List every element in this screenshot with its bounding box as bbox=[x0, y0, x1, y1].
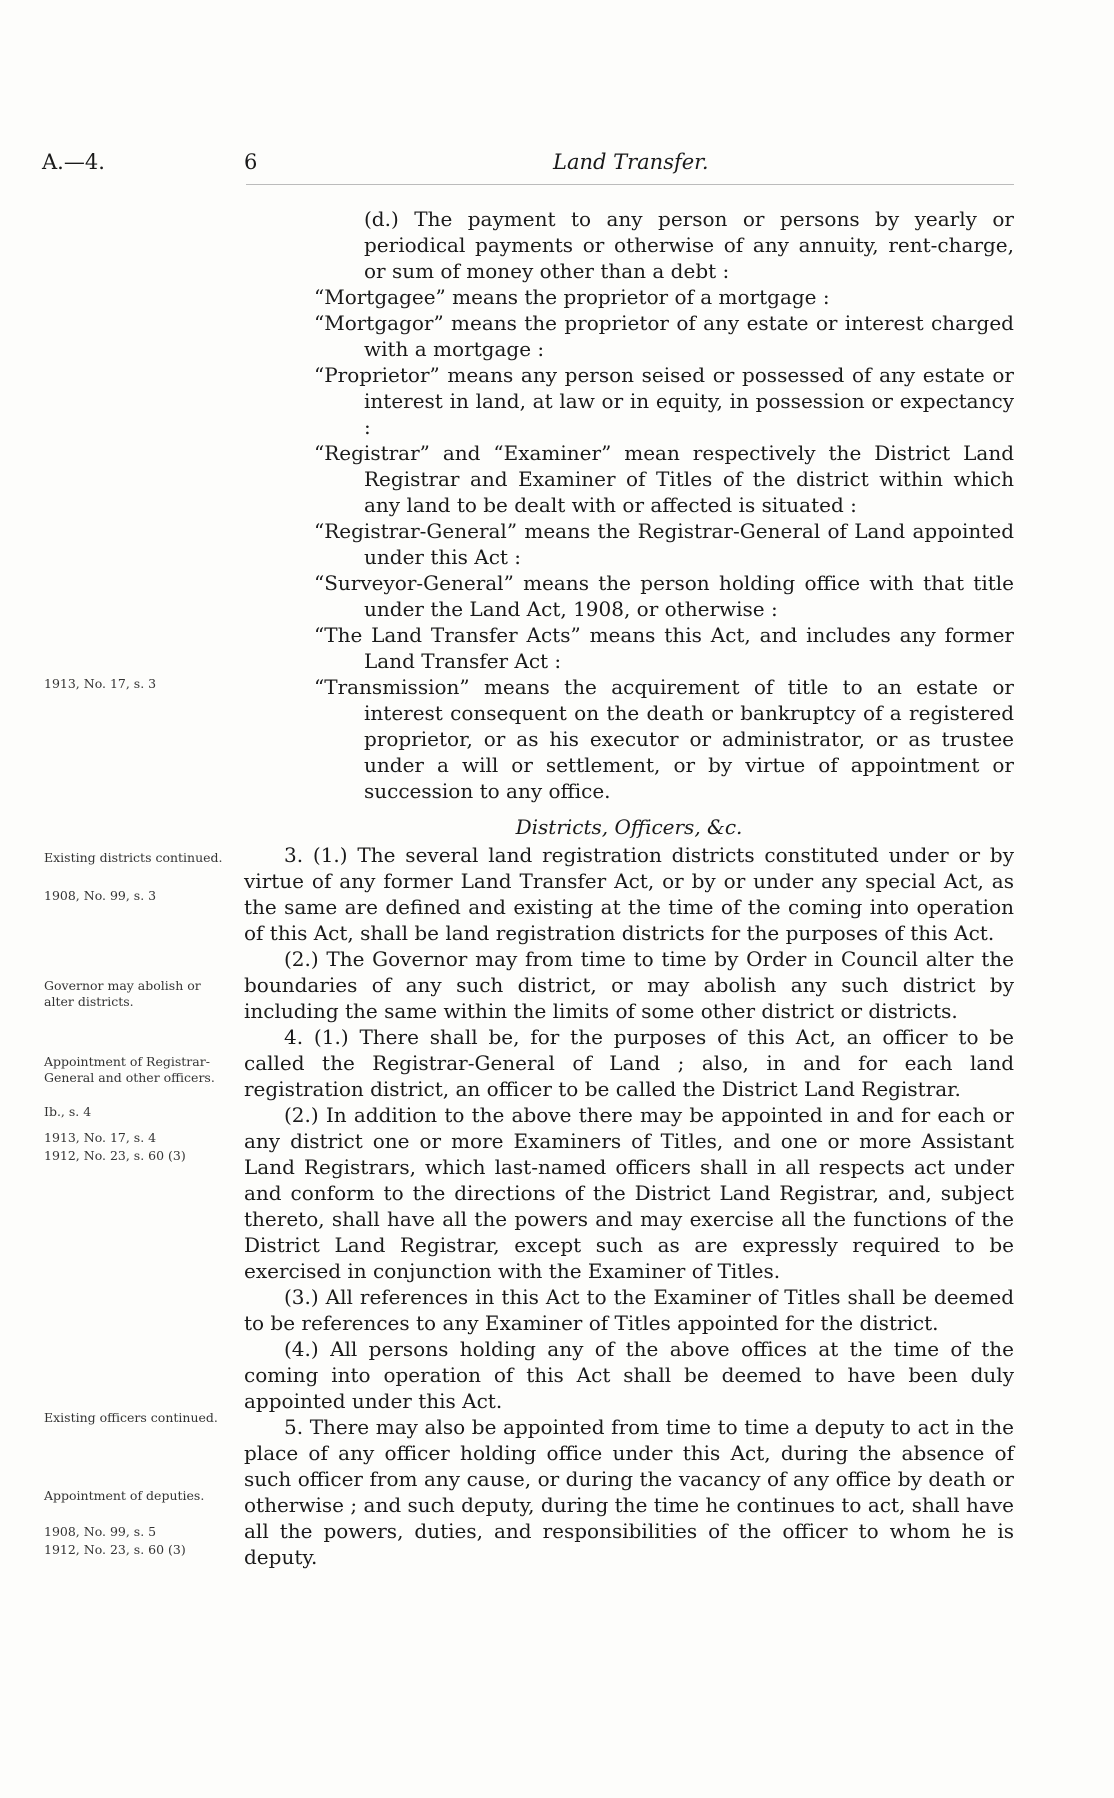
definition-registrar: “Registrar” and “Examiner” mean respectively the District Land Registrar and Examiner of Titles of the district within which any land to be dealt with or affected is situated : bbox=[314, 441, 1014, 517]
definition-mortgagee: “Mortgagee” means the proprietor of a mortgage : bbox=[314, 285, 830, 309]
margin-note: Appointment of deputies. bbox=[44, 1488, 205, 1503]
margin-note: 1912, No. 23, s. 60 (3) bbox=[44, 1542, 186, 1557]
page-title: Land Transfer. bbox=[553, 150, 709, 174]
header-reference: A.—4. bbox=[42, 150, 105, 174]
section-5: 5. There may also be appointed from time to time a deputy to act in the place of any officer holding office under this Act, during the absence of such officer from any cause, or during the vacancy of any office by death or otherwise ; and such deputy, during the time he continues to act, shall have all the powers, duties, and responsibilities of the officer to whom he is deputy. bbox=[244, 1415, 1014, 1569]
section-3-1: 3. (1.) The several land registration districts constituted under or by virtue of any former Land Transfer Act, or by or under any special Act, as the same are defined and existing at the time of the coming into operation of this Act, shall be land registration districts for the purposes of this Act. bbox=[244, 843, 1014, 945]
margin-note: Appointment of Registrar-General and other officers. bbox=[44, 1054, 215, 1085]
margin-note: 1913, No. 17, s. 3 bbox=[44, 676, 157, 691]
margin-note: Existing officers continued. bbox=[44, 1410, 218, 1425]
definition-land-transfer-acts: “The Land Transfer Acts” means this Act, and includes any former Land Transfer Act : bbox=[314, 623, 1014, 673]
section-4-2: (2.) In addition to the above there may be appointed in and for each or any district one or more Examiners of Titles, and one or more Assistant Land Registrars, which last-named officers shall in all respects act under and conform to the directions of the District Land Registrar, and, subject thereto, shall have all the powers and may exercise all the functions of the District Land Registrar, except such as are expressly required to be exercised in conjunction with the Examiner of Titles. bbox=[244, 1103, 1014, 1283]
section-3-2: (2.) The Governor may from time to time by Order in Council alter the boundaries of any such district, or may abolish any such district by including the same within the limits of some other district or districts. bbox=[244, 947, 1014, 1023]
margin-note: 1913, No. 17, s. 4 bbox=[44, 1130, 157, 1145]
margin-note: 1908, No. 99, s. 5 bbox=[44, 1524, 157, 1539]
page-number: 6 bbox=[244, 150, 258, 174]
definitions-block bbox=[244, 206, 1014, 804]
definition-intro: (d.) The payment to any person or persons by yearly or periodical payments or otherwise of any annuity, rent-charge, or sum of money other than a debt : bbox=[364, 207, 1014, 283]
definition-mortgagor: “Mortgagor” means the proprietor of any estate or interest charged with a mortgage : bbox=[314, 311, 1014, 361]
section-4-3: (3.) All references in this Act to the Examiner of Titles shall be deemed to be references to any Examiner of Titles appointed for the district. bbox=[244, 1285, 1014, 1335]
definition-transmission: “Transmission” means the acquirement of title to an estate or interest consequent on the death or bankruptcy of a registered proprietor, or as his executor or administrator, or as trustee under a will or settlement, or by virtue of appointment or succession to any office. bbox=[314, 675, 1014, 803]
section-heading: Districts, Officers, &c. bbox=[515, 815, 743, 839]
definition-proprietor: “Proprietor” means any person seised or possessed of any estate or interest in land, at law or in equity, in possession or expectancy : bbox=[314, 363, 1014, 439]
margin-note: 1908, No. 99, s. 3 bbox=[44, 888, 157, 903]
definition-registrar-general: “Registrar-General” means the Registrar-General of Land appointed under this Act : bbox=[314, 519, 1014, 569]
margin-note: Existing districts continued. bbox=[44, 850, 223, 865]
section-4-4: (4.) All persons holding any of the above offices at the time of the coming into operation of this Act shall be deemed to have been duly appointed under this Act. bbox=[244, 1337, 1014, 1413]
margin-note: Governor may abolish or alter districts. bbox=[44, 978, 201, 1009]
header-rule bbox=[246, 184, 1014, 185]
definition-surveyor-general: “Surveyor-General” means the person holding office with that title under the Land Act, 1908, or otherwise : bbox=[314, 571, 1014, 621]
section-4-1: 4. (1.) There shall be, for the purposes of this Act, an officer to be called the Registrar-General of Land ; also, in and for each land registration district, an officer to be called the District Land Registrar. bbox=[244, 1025, 1014, 1101]
margin-note: 1912, No. 23, s. 60 (3) bbox=[44, 1148, 186, 1163]
sections-block bbox=[244, 806, 1014, 1570]
margin-note: Ib., s. 4 bbox=[44, 1104, 92, 1119]
